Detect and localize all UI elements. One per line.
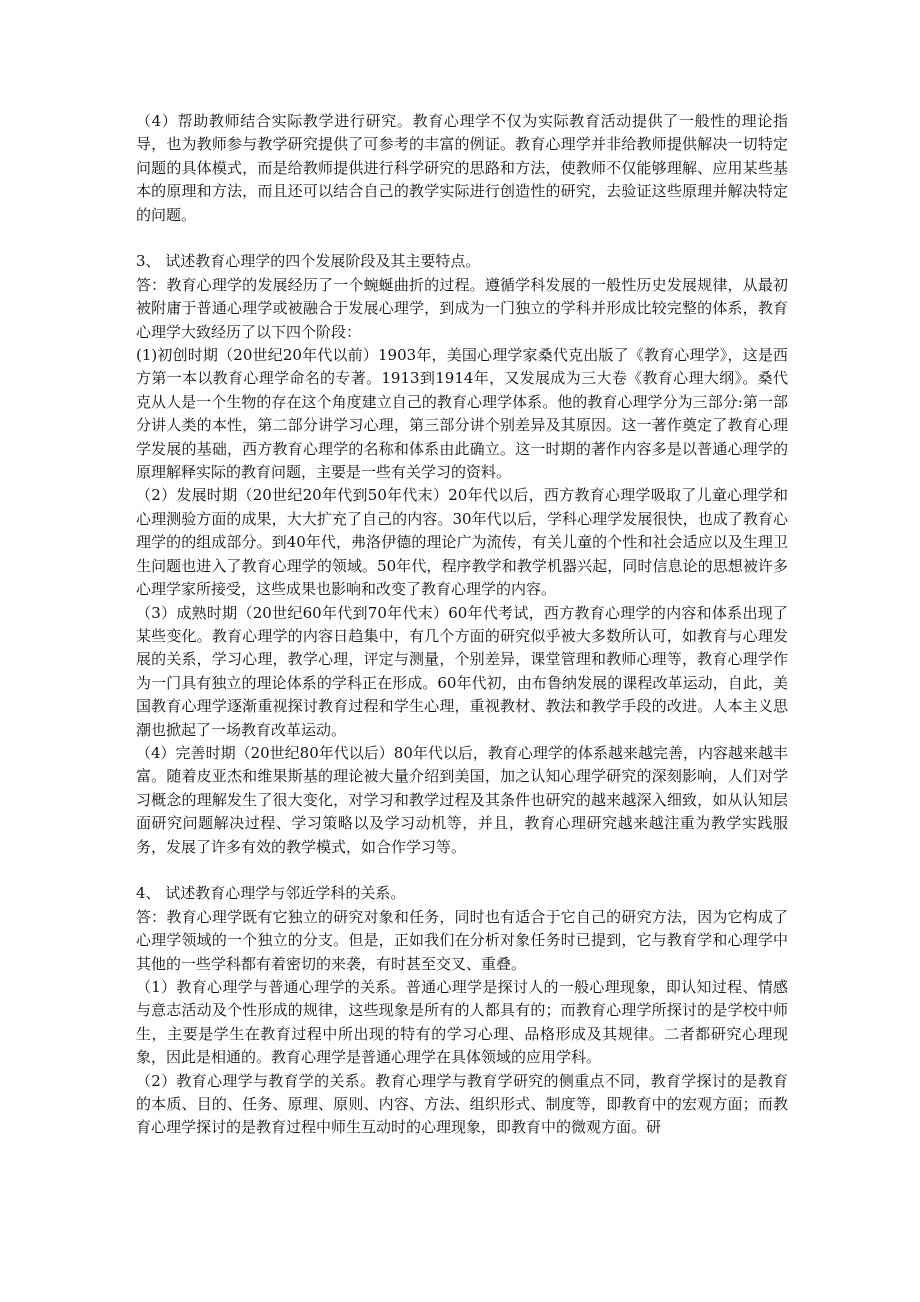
paragraph-gap (136, 859, 788, 882)
document-page (136, 110, 788, 1140)
paragraph-gap (136, 227, 788, 250)
question-3-stage-1: (1)初创时期（20世纪20年代以前）1903年，美国心理学家桑代克出版了《教育心理学》，这是西方第一本以教育心理学命名的专著。1913到1914年，又发展成为三大卷《教育心理大纲》。桑代克从人是一个生物的存在这个角度建立自己的教育心理学体系。他的教育心理学分为三部分:第一部分讲人类的本性，第二部分讲学习心理，第三部分讲个别差异及其原因。这一著作奠定了教育心理学发展的基础，西方教育心理学的名称和体系由此确立。这一时期的著作内容多是以普通心理学的原理解释实际的教育问题，主要是一些有关学习的资料。 (136, 346, 788, 482)
question-3-title: 3、 试述教育心理学的四个发展阶段及其主要特点。 (136, 252, 481, 271)
question-3-stage-2: （2）发展时期（20世纪20年代到50年代末）20年代以后，西方教育心理学吸取了儿童心理学和心理测验方面的成果，大大扩充了自己的内容。30年代以后，学科心理学发展很快，也成了教育心理学的的组成部分。到40年代，弗洛伊德的理论广为流传，有关儿童的个性和社会适应以及生理卫生问题也进入了教育心理学的领域。50年代，程序教学和教学机器兴起，同时信息论的思想被许多心理学家所接受，这些成果也影响和改变了教育心理学的内容。 (136, 486, 788, 599)
question-4-title: 4、 试述教育心理学与邻近学科的关系。 (136, 884, 406, 903)
question-4-answer-intro: 答：教育心理学既有它独立的研究对象和任务，同时也有适合于它自己的研究方法，因为它构成了心理学领域的一个独立的分支。但是，正如我们在分析对象任务时已提到，它与教育学和心理学中其他的一些学科都有着密切的来袭，有时甚至交叉、重叠。 (136, 907, 788, 973)
question-3-answer-intro: 答：教育心理学的发展经历了一个蜿蜒曲折的过程。遵循学科发展的一般性历史发展规律，从最初被附庸于普通心理学或被融合于发展心理学，到成为一门独立的学科并形成比较完整的体系，教育心理学大致经历了以下四个阶段： (136, 275, 788, 341)
paragraph-teacher-research: （4）帮助教师结合实际教学进行研究。教育心理学不仅为实际教育活动提供了一般性的理论指导，也为教师参与教学研究提供了可参考的丰富的例证。教育心理学并非给教师提供解决一切特定问题的具体模式，而是给教师提供进行科学研究的思路和方法，使教师不仅能够理解、应用某些基本的原理和方法，而且还可以结合自己的教学实际进行创造性的研究，去验证这些原理并解决特定的问题。 (136, 112, 788, 224)
question-3-stage-3: （3）成熟时期（20世纪60年代到70年代末）60年代考试，西方教育心理学的内容和体系出现了某些变化。教育心理学的内容日趋集中，有几个方面的研究似乎被大多数所认可，如教育与心理发展的关系，学习心理，教学心理，评定与测量，个别差异，课堂管理和教师心理等，教育心理学作为一门具有独立的理论体系的学科正在形成。60年代初，由布鲁纳发展的课程改革运动，自此，美国教育心理学逐渐重视探讨教育过程和学生心理，重视教材、教法和教学手段的改进。人本主义思潮也掀起了一场教育改革运动。 (136, 603, 788, 739)
question-4-point-2: （2）教育心理学与教育学的关系。教育心理学与教育学研究的侧重点不同，教育学探讨的是教育的本质、目的、任务、原理、原则、内容、方法、组织形式、制度等，即教育中的宏观方面；而教育心理学探讨的是教育过程中师生互动时的心理现象，即教育中的微观方面。研 (136, 1071, 788, 1137)
question-3-stage-4: （4）完善时期（20世纪80年代以后）80年代以后，教育心理学的体系越来越完善，内容越来越丰富。随着皮亚杰和维果斯基的理论被大量介绍到美国，加之认知心理学研究的深刻影响，人们对学习概念的理解发生了很大变化，对学习和教学过程及其条件也研究的越来越深入细致，如从认知层面研究问题解决过程、学习策略以及学习动机等，并且，教育心理研究越来越注重为教学实践服务，发展了许多有效的教学模式，如合作学习等。 (136, 743, 788, 856)
question-4-point-1: （1）教育心理学与普通心理学的关系。普通心理学是探讨人的一般心理现象，即认知过程、情感与意志活动及个性形成的规律，这些现象是所有的人都具有的；而教育心理学所探讨的是学校中师生，主要是学生在教育过程中所出现的特有的学习心理、品格形成及其规律。二者都研究心理现象，因此是相通的。教育心理学是普通心理学在具体领域的应用学科。 (136, 978, 788, 1067)
